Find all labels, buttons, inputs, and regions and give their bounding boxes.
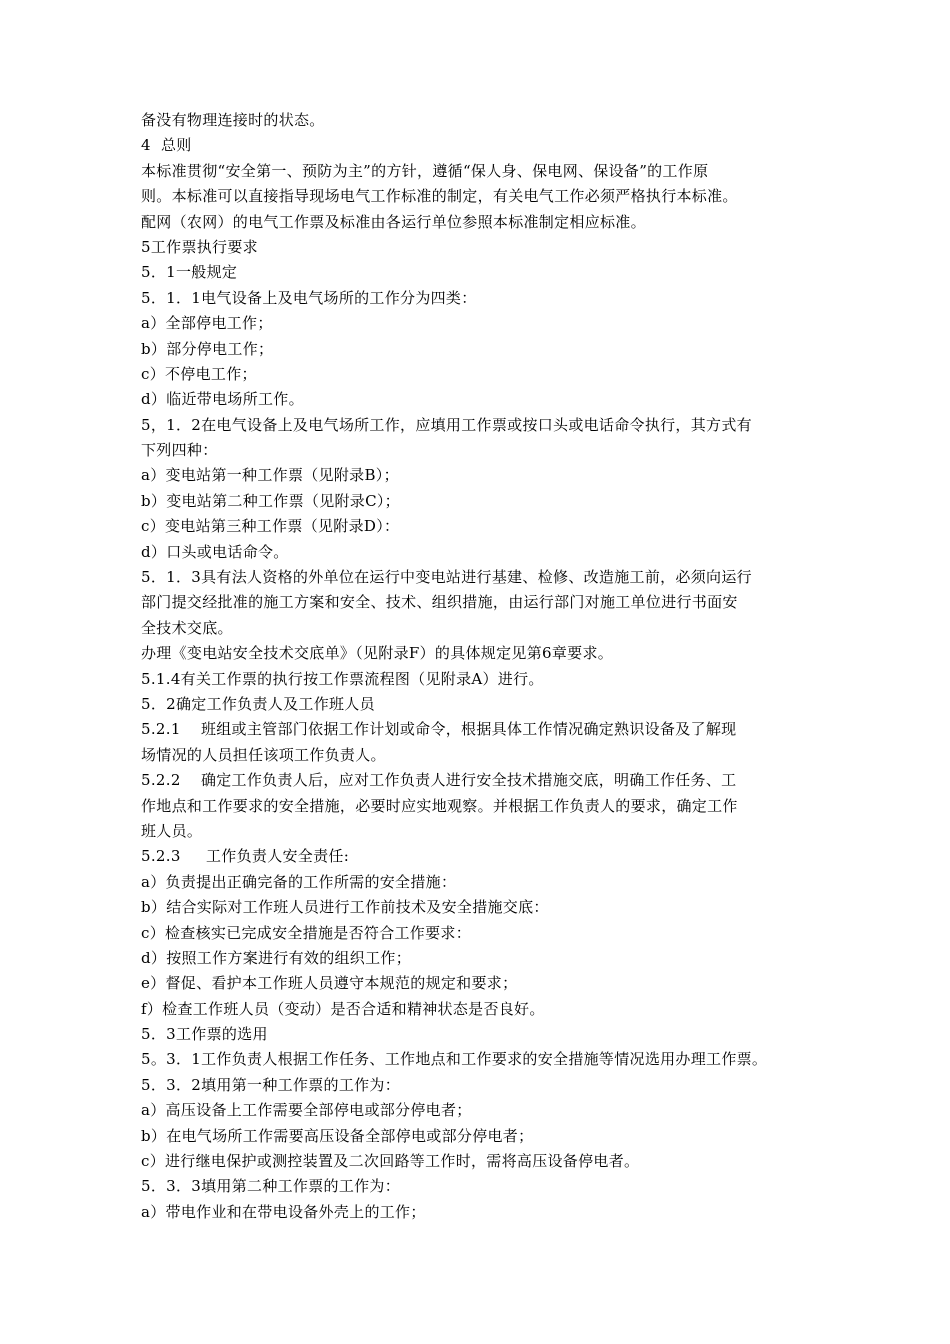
text-line: 班人员。 (141, 821, 203, 840)
text-line: 5，1．2在电气设备上及电气场所工作，应填用工作票或按口头或电话命令执行，其方式有 (141, 415, 752, 434)
text-line: a）变电站第一种工作票（见附录B）； (141, 466, 399, 485)
text-line: c）变电站第三种工作票（见附录D）： (141, 517, 400, 536)
text-line: 5.1.4有关工作票的执行按工作票流程图（见附录A）进行。 (141, 669, 544, 688)
text-line: 部门提交经批准的施工方案和安全、技术、组织措施，由运行部门对施工单位进行书面安 (141, 593, 738, 612)
text-line: d）按照工作方案进行有效的组织工作； (141, 948, 412, 967)
text-line: a）带电作业和在带电设备外壳上的工作； (141, 1202, 426, 1221)
text-line: e）督促、看护本工作班人员遵守本规范的规定和要求； (141, 974, 518, 993)
text-line: 场情况的人员担任该项工作负责人。 (141, 745, 386, 764)
text-line: 5。3．1工作负责人根据工作任务、工作地点和工作要求的安全措施等情况选用办理工作票。 (141, 1050, 768, 1069)
text-line: c）不停电工作； (141, 364, 257, 383)
text-line: 5．3工作票的选用 (141, 1025, 268, 1044)
text-line: 下列四种： (141, 441, 218, 460)
text-line: 办理《变电站安全技术交底单》（见附录F）的具体规定见第6章要求。 (141, 644, 614, 663)
text-line: f）检查工作班人员（变动）是否合适和精神状态是否良好。 (141, 999, 545, 1018)
text-line: b）部分停电工作； (141, 339, 274, 358)
text-line: 配网（农网）的电气工作票及标准由各运行单位参照本标准制定相应标准。 (141, 212, 646, 231)
text-line: 4 总则 (141, 136, 192, 155)
text-line: 5.2.1 班组或主管部门依据工作计划或命令，根据具体工作情况确定熟识设备及了解现 (141, 720, 737, 739)
text-line: 全技术交底。 (141, 618, 233, 637)
text-line: b）结合实际对工作班人员进行工作前技术及安全措施交底： (141, 898, 549, 917)
text-line: 5．2确定工作负责人及工作班人员 (141, 694, 375, 713)
text-line: d）口头或电话命令。 (141, 542, 289, 561)
document-body (141, 108, 841, 1225)
text-line: a）高压设备上工作需要全部停电或部分停电者； (141, 1101, 472, 1120)
text-line: a）负责提出正确完备的工作所需的安全措施： (141, 872, 457, 891)
text-line: 5．3．3填用第二种工作票的工作为： (141, 1177, 401, 1196)
text-line: 作地点和工作要求的安全措施，必要时应实地观察。并根据工作负责人的要求，确定工作 (141, 796, 738, 815)
text-line: 5．1一般规定 (141, 263, 238, 282)
text-line: 5.2.3 工作负责人安全责任: (141, 847, 350, 866)
text-line: b）变电站第二种工作票（见附录C）； (141, 491, 400, 510)
text-line: 5．3．2填用第一种工作票的工作为： (141, 1075, 401, 1094)
text-line: 5工作票执行要求 (141, 237, 258, 256)
text-line: 5．1．3具有法人资格的外单位在运行中变电站进行基建、检修、改造施工前，必须向运行 (141, 568, 752, 587)
text-line: c）检查核实已完成安全措施是否符合工作要求： (141, 923, 472, 942)
text-line: 5.2.2 确定工作负责人后，应对工作负责人进行安全技术措施交底，明确工作任务、工 (141, 771, 737, 790)
text-line: 本标准贯彻“安全第一、预防为主”的方针，遵循“保人身、保电网、保设备”的工作原 (141, 161, 709, 180)
text-line: 则。本标准可以直接指导现场电气工作标准的制定，有关电气工作必须严格执行本标准。 (141, 187, 738, 206)
text-line: 5．1．1电气设备上及电气场所的工作分为四类： (141, 288, 477, 307)
text-line: c）进行继电保护或测控装置及二次回路等工作时，需将高压设备停电者。 (141, 1152, 640, 1171)
text-line: b）在电气场所工作需要高压设备全部停电或部分停电者； (141, 1126, 534, 1145)
text-line: 备没有物理连接时的状态。 (141, 111, 325, 129)
text-line: d）临近带电场所工作。 (141, 390, 304, 409)
text-line: a）全部停电工作； (141, 314, 273, 333)
